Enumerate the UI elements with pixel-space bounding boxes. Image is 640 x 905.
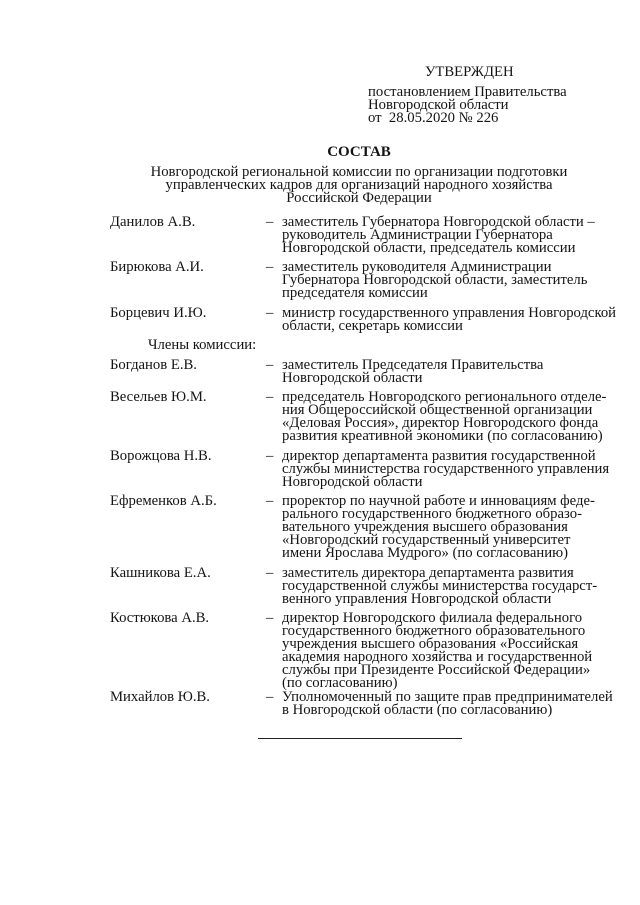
member-name: Борцевич И.Ю. [110, 304, 207, 321]
member-name: Богданов Е.В. [110, 356, 197, 373]
member-position-line: Губернатора Новгородской области, заместитель [282, 272, 588, 288]
member-position-line: заместитель Председателя Правительства [282, 356, 544, 373]
separator-dash: – [266, 564, 274, 581]
member-position-line: министр государственного управления Новгородской [282, 304, 617, 321]
member-position [282, 261, 587, 300]
separator-dash: – [266, 259, 274, 275]
member-position [282, 213, 595, 256]
approval-line: постановлением Правительства [368, 83, 567, 100]
end-rule [258, 738, 462, 739]
member-position-line: вательного учреждения высшего образования [282, 519, 568, 535]
roster-entry [110, 564, 625, 607]
member-position-line: учреждения высшего образования «Российская [282, 636, 579, 652]
document-subtitle-line: управленческих кадров для организаций народного хозяйства [165, 176, 553, 193]
member-position-line: рального государственного бюджетного образо- [282, 506, 582, 522]
member-position [282, 391, 606, 443]
member-position-line: венного управления Новгородской области [282, 590, 552, 607]
member-name: Бирюкова А.И. [110, 259, 204, 275]
member-position-line: ния Общероссийской общественной организации [282, 402, 593, 418]
member-position-line: имени Ярослава Мудрого» (по согласованию) [282, 545, 568, 561]
approval-date-number: от 28.05.2020 № 226 [368, 109, 499, 126]
member-position-line: в Новгородской области (по согласованию) [282, 701, 553, 718]
separator-dash: – [266, 610, 274, 626]
member-position [282, 447, 610, 490]
member-position-line: Новгородской области [282, 369, 423, 386]
members-section-label: Члены комиссии: [148, 337, 257, 353]
member-position [282, 356, 544, 386]
approval-title: УТВЕРЖДЕН [425, 63, 514, 80]
document-heading [110, 145, 608, 205]
roster-entry [110, 356, 625, 386]
member-name: Данилов А.В. [110, 213, 196, 230]
member-position [282, 564, 598, 607]
member-position [282, 688, 613, 718]
member-position-line: Уполномоченный по защите прав предпринимателей [282, 688, 613, 705]
member-position [282, 495, 595, 560]
member-position-line: Новгородской области, председатель комиссии [282, 239, 576, 256]
member-position-line: службы при Президенте Российской Федерации» [282, 662, 591, 678]
member-position-line: государственной службы министерства государст- [282, 577, 598, 594]
member-position-line: государственного бюджетного образовательного [282, 623, 586, 639]
separator-dash: – [266, 213, 274, 230]
member-position-line: директор департамента развития государственной [282, 447, 596, 464]
separator-dash: – [266, 389, 274, 405]
roster-entry [110, 304, 625, 334]
separator-dash: – [266, 356, 274, 373]
member-position-line: (по согласованию) [282, 675, 398, 691]
document-subtitle-line: Новгородской региональной комиссии по организации подготовки [150, 163, 568, 180]
document-title: СОСТАВ [327, 143, 391, 160]
member-position-line: заместитель директора департамента развития [282, 564, 574, 581]
member-position-line: «Деловая Россия», директор Новгородского фонда [282, 415, 599, 431]
roster-entry [110, 495, 625, 560]
member-position-line: службы министерства государственного управления [282, 460, 610, 477]
separator-dash: – [266, 447, 274, 464]
member-position-line: проректор по научной работе и инновациям феде- [282, 493, 595, 509]
member-name: Ворожцова Н.В. [110, 447, 212, 464]
member-position-line: Новгородской области [282, 473, 423, 490]
document-subtitle-line: Российской Федерации [286, 189, 432, 206]
roster-entry [110, 261, 625, 300]
member-position-line: председатель Новгородского регионального отделе- [282, 389, 607, 405]
separator-dash: – [266, 493, 274, 509]
separator-dash: – [266, 688, 274, 705]
approval-line: Новгородской области [368, 96, 509, 113]
member-name: Михайлов Ю.В. [110, 688, 210, 705]
member-name: Костюкова А.В. [110, 610, 210, 626]
roster-entry [110, 612, 625, 690]
member-position [282, 304, 617, 334]
commission-roster [110, 213, 625, 718]
roster-entry [110, 447, 625, 490]
member-position-line: «Новгородский государственный университет [282, 532, 571, 548]
approval-block [368, 63, 567, 126]
member-position-line: области, секретарь комиссии [282, 317, 463, 334]
member-position-line: развития креативной экономики (по согласованию) [282, 428, 603, 444]
roster-entry [110, 391, 625, 443]
member-position-line: академия народного хозяйства и государственной [282, 649, 593, 665]
member-name: Весельев Ю.М. [110, 389, 207, 405]
separator-dash: – [266, 304, 274, 321]
member-position-line: заместитель руководителя Администрации [282, 259, 552, 275]
member-position-line: руководитель Администрации Губернатора [282, 226, 553, 243]
member-position [282, 612, 592, 690]
member-position-line: директор Новгородского филиала федерального [282, 610, 583, 626]
member-position-line: заместитель Губернатора Новгородской области – [282, 213, 595, 230]
roster-entry [110, 688, 625, 718]
member-name: Ефременков А.Б. [110, 493, 217, 509]
member-position-line: председателя комиссии [282, 285, 428, 301]
roster-entry [110, 213, 625, 256]
member-name: Кашникова Е.А. [110, 564, 211, 581]
